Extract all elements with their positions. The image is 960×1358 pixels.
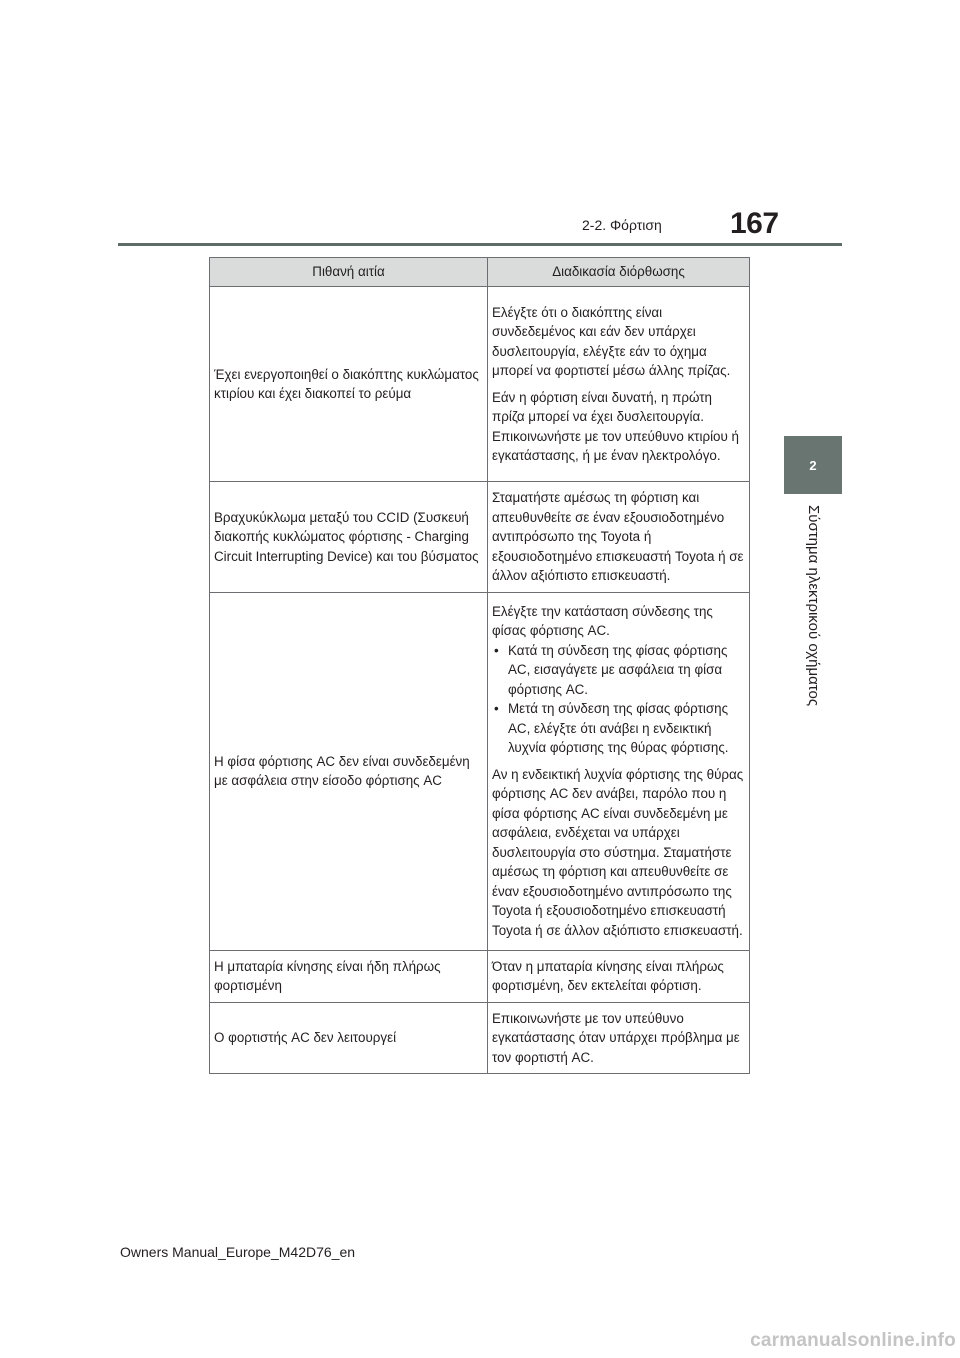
- table-row: [210, 950, 750, 1002]
- cause-text: Ο φορτιστής AC δεν λειτουργεί: [214, 1030, 397, 1045]
- header-divider: [118, 243, 842, 246]
- cause-cell: [210, 287, 488, 482]
- column-header-cause: Πιθανή αιτία: [210, 258, 488, 287]
- section-title: 2-2. Φόρτιση: [582, 217, 662, 233]
- cause-text: Η φίσα φόρτισης AC δεν είναι συνδεδεμένη με ασφάλεια στην είσοδο φόρτισης AC: [214, 753, 470, 788]
- remedy-cell: [488, 287, 750, 482]
- cause-cell: [210, 482, 488, 593]
- cause-text: Έχει ενεργοποιηθεί ο διακόπτης κυκλώματος κτιρίου και έχει διακοπεί το ρεύμα: [214, 366, 479, 401]
- troubleshooting-table: [209, 257, 750, 1074]
- table-row: [210, 482, 750, 593]
- cause-text: Βραχυκύκλωμα μεταξύ του CCID (Συσκευή διακοπής κυκλώματος φόρτισης - Charging Circuit Interrupting Device) και του βύσματος: [214, 509, 479, 564]
- table-row: [210, 287, 750, 482]
- list-item: • Μετά τη σύνδεση της φίσας φόρτισης AC, ελέγξτε ότι ανάβει η ενδεικτική λυχνία φόρτισης της θύρας φόρτισης.: [492, 699, 745, 758]
- remedy-cell: [488, 482, 750, 593]
- table-row: [210, 592, 750, 950]
- cause-cell: [210, 1002, 488, 1074]
- remedy-text: Όταν η μπαταρία κίνησης είναι πλήρως φορτισμένη, δεν εκτελείται φόρτιση.: [492, 958, 724, 993]
- chapter-tab[interactable]: [784, 436, 842, 494]
- remedy-cell: [488, 1002, 750, 1074]
- remedy-cell: [488, 950, 750, 1002]
- cause-cell: [210, 592, 488, 950]
- watermark-link[interactable]: carmanualsonline.info: [750, 1330, 956, 1351]
- table-row: [210, 1002, 750, 1074]
- column-header-remedy: Διαδικασία διόρθωσης: [488, 258, 750, 287]
- remedy-text: Αν η ενδεικτική λυχνία φόρτισης της θύρας φόρτισης AC δεν ανάβει, παρόλο που η φίσα φόρτισης AC είναι συνδεδεμένη με ασφάλεια, ενδέχεται να υπάρχει δυσλειτουργία στο σύστημα. Σταματήστε αμέσως τη φόρτιση και απευθυνθείτε σε έναν εξουσιοδοτημένο αντιπρόσωπο της Toyota ή εξουσιοδοτημένο επισκευαστή Toyota ή σε άλλον αξιόπιστο επισκευαστή.: [492, 766, 744, 938]
- remedy-text: Σταματήστε αμέσως τη φόρτιση και απευθυνθείτε σε έναν εξουσιοδοτημένο αντιπρόσωπο της Toyota ή εξουσιοδοτημένο επισκευαστή Toyota ή σε άλλον αξιόπιστο επισκευαστή.: [492, 490, 744, 583]
- chapter-number: 2: [809, 457, 817, 473]
- remedy-bullet-list: [492, 641, 745, 758]
- remedy-text: Επικοινωνήστε με τον υπεύθυνο εγκατάστασης όταν υπάρχει πρόβλημα με τον φορτιστή AC.: [492, 1010, 740, 1065]
- chapter-label: Σύστημα ηλεκτρικού οχήματος: [805, 505, 822, 707]
- page-number: 167: [730, 207, 779, 240]
- remedy-cell: [488, 592, 750, 950]
- cause-cell: [210, 950, 488, 1002]
- remedy-text: Ελέγξτε την κατάσταση σύνδεσης της φίσας φόρτισης AC.: [492, 603, 713, 639]
- list-item: • Κατά τη σύνδεση της φίσας φόρτισης AC, εισαγάγετε με ασφάλεια τη φίσα φόρτισης AC.: [492, 641, 745, 700]
- table-header-row: [210, 258, 750, 287]
- footer-manual-id: Owners Manual_Europe_M42D76_en: [120, 1244, 356, 1260]
- remedy-text: Εάν η φόρτιση είναι δυνατή, η πρώτη πρίζα μπορεί να έχει δυσλειτουργία. Επικοινωνήστε με τον υπεύθυνο κτιρίου ή εγκατάστασης, ή με έναν ηλεκτρολόγο.: [492, 389, 739, 463]
- remedy-text: Ελέγξτε ότι ο διακόπτης είναι συνδεδεμένος και εάν δεν υπάρχει δυσλειτουργία, ελέγξτε εάν το όχημα μπορεί να φορτιστεί μέσω άλλης πρίζας.: [492, 304, 731, 378]
- cause-text: Η μπαταρία κίνησης είναι ήδη πλήρως φορτισμένη: [214, 958, 441, 993]
